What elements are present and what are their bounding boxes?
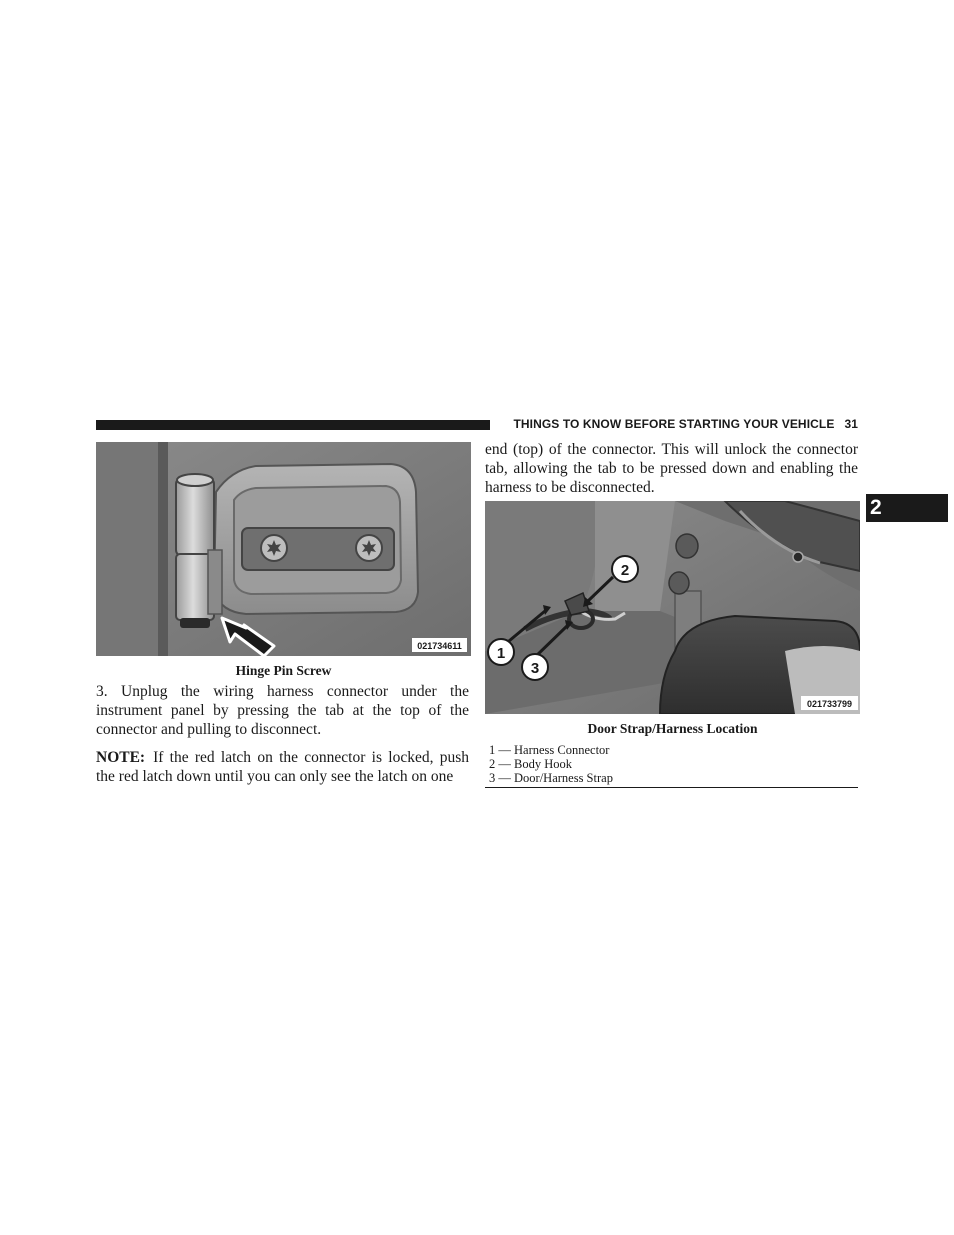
section-title: THINGS TO KNOW BEFORE STARTING YOUR VEHICLE (513, 417, 835, 431)
note-text: If the red latch on the connector is locked, push the red latch down until you can only see the latch on one (96, 749, 469, 785)
figure2-id-label: 021733799 (806, 699, 853, 709)
callout-2: 2 (620, 562, 630, 579)
figure2-caption: Door Strap/Harness Location (587, 721, 758, 736)
legend-item: 2 — Body Hook (489, 757, 572, 771)
callout-3: 3 (530, 660, 540, 677)
right-column-text (485, 440, 858, 497)
chapter-tab: 2 (866, 494, 948, 522)
figure1-caption: Hinge Pin Screw (235, 663, 332, 678)
figure2-legend (485, 743, 858, 788)
continuation-paragraph: end (top) of the connector. This will unlock the connector tab, allowing the tab to be pressed down and enabling the harness to be disconnected. (485, 441, 858, 496)
running-header (498, 417, 858, 431)
legend-item: 1 — Harness Connector (489, 743, 610, 757)
callout-1: 1 (496, 645, 506, 662)
header-rule (96, 420, 490, 430)
left-column-text (96, 682, 469, 786)
note-paragraph (96, 748, 469, 786)
hinge-illustration (96, 442, 471, 656)
door-strap-illustration (485, 501, 860, 714)
step-3-paragraph: 3. Unplug the wiring harness connector under the instrument panel by pressing the tab at the top of the connector and pulling to disconnect. (96, 683, 469, 738)
note-label: NOTE: (96, 749, 146, 766)
door-strap-figure (485, 501, 860, 714)
legend-item: 3 — Door/Harness Strap (489, 771, 613, 785)
figure1-id-label: 021734611 (417, 641, 462, 651)
page-number: 31 (844, 417, 858, 431)
hinge-pin-figure (96, 442, 471, 656)
